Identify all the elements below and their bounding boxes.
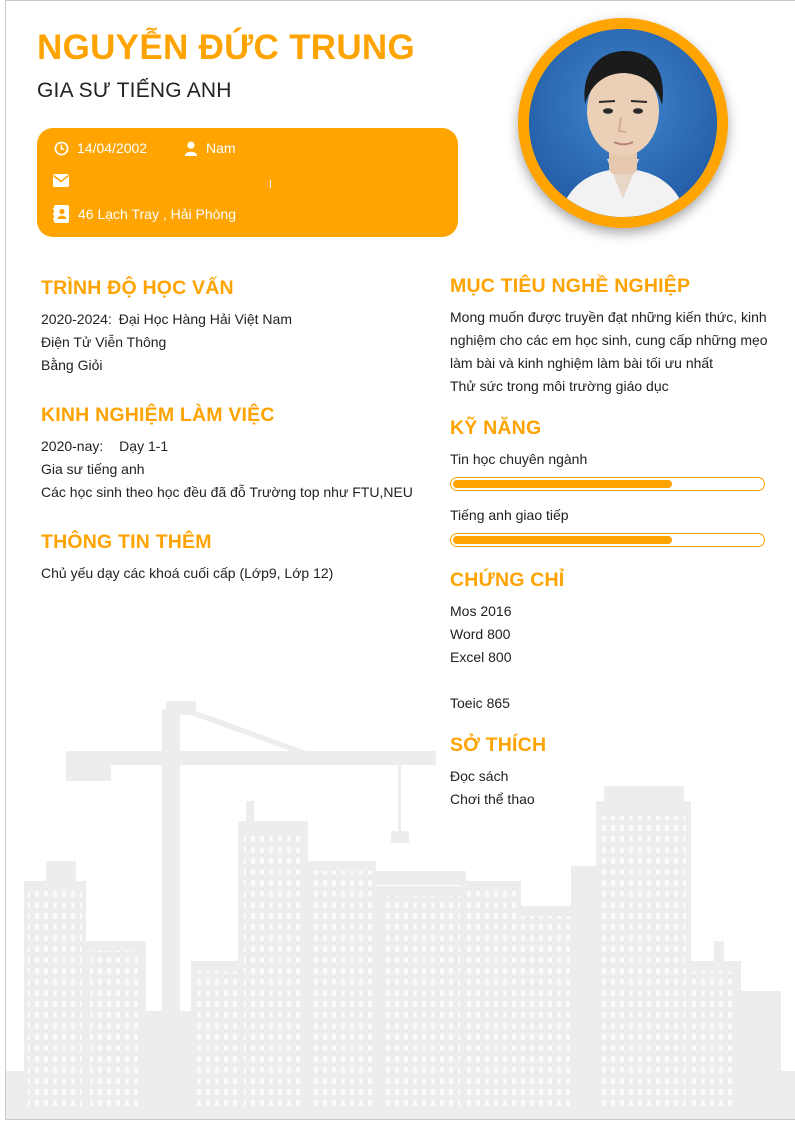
- extra-info-title: THÔNG TIN THÊM: [41, 531, 212, 553]
- skill-progress-bar: [450, 477, 765, 491]
- experience-type: Dạy 1-1: [119, 438, 169, 454]
- objective-line: Thử sức trong môi trường giáo dục: [450, 378, 669, 394]
- certificate-item: Word 800: [450, 626, 511, 642]
- skill-progress-bar: [450, 533, 765, 547]
- objective-title: MỤC TIÊU NGHỀ NGHIỆP: [450, 275, 691, 297]
- objective-line: Mong muốn được truyền đạt những kiến thức, kinh: [450, 309, 767, 325]
- skill-label: Tiếng anh giao tiếp: [450, 507, 569, 523]
- hobby-item: Chơi thể thao: [450, 791, 535, 807]
- objective-line: nghiệm cho các em học sinh, cung cấp những mẹo: [450, 332, 768, 348]
- candidate-role: GIA SƯ TIẾNG ANH: [37, 79, 232, 102]
- education-title: TRÌNH ĐỘ HỌC VẤN: [41, 277, 234, 299]
- hobbies-title: SỞ THÍCH: [450, 734, 547, 756]
- experience-period: 2020-nay:: [41, 438, 104, 454]
- skill-progress-fill: [453, 480, 672, 488]
- certificate-item: Toeic 865: [450, 695, 510, 711]
- certificate-item: Excel 800: [450, 649, 512, 665]
- experience-position: Gia sư tiếng anh: [41, 461, 145, 477]
- skill-label: Tin học chuyên ngành: [450, 451, 588, 467]
- avatar: [529, 29, 717, 217]
- objective-line: làm bài và kinh nghiệm làm bài tối ưu nhất: [450, 355, 714, 371]
- extra-info-text: Chủ yếu dạy các khoá cuối cấp (Lớp9, Lớp 12): [41, 565, 334, 581]
- email-row: [53, 174, 77, 187]
- envelope-icon: [53, 174, 69, 187]
- skill-progress-fill: [453, 536, 672, 544]
- education-period-row: [41, 311, 292, 327]
- portrait-image: [529, 29, 717, 217]
- user-icon: [184, 141, 198, 156]
- contact-info-box: [37, 128, 458, 237]
- certificates-title: CHỨNG CHỈ: [450, 569, 565, 591]
- avatar-frame: [518, 18, 728, 228]
- address-book-icon: [53, 205, 70, 223]
- education-major: Điện Tử Viễn Thông: [41, 334, 167, 350]
- hobby-item: Đọc sách: [450, 768, 509, 784]
- education-school: Đại Học Hàng Hải Việt Nam: [118, 311, 292, 327]
- gender-text: Nam: [206, 140, 236, 156]
- address-text: 46 Lạch Tray , Hải Phòng: [78, 206, 236, 222]
- text-cursor-mark: [270, 180, 271, 188]
- city-skyline-background: [6, 691, 795, 1119]
- education-period: 2020-2024:: [41, 311, 112, 327]
- skills-title: KỸ NĂNG: [450, 417, 542, 439]
- clock-icon: [54, 141, 69, 156]
- certificate-item: Mos 2016: [450, 603, 512, 619]
- education-degree: Bằng Giỏi: [41, 357, 103, 373]
- birthdate-text: 14/04/2002: [77, 140, 148, 156]
- address-row: [53, 205, 236, 223]
- experience-title: KINH NGHIỆM LÀM VIỆC: [41, 404, 275, 426]
- experience-achievement: Các học sinh theo học đều đã đỗ Trường top như FTU,NEU: [41, 484, 413, 500]
- gender-row: [184, 140, 236, 156]
- cv-page: [5, 0, 795, 1120]
- birthdate-row: [54, 140, 147, 156]
- candidate-name: NGUYỄN ĐỨC TRUNG: [37, 28, 416, 67]
- experience-period-row: [41, 438, 168, 454]
